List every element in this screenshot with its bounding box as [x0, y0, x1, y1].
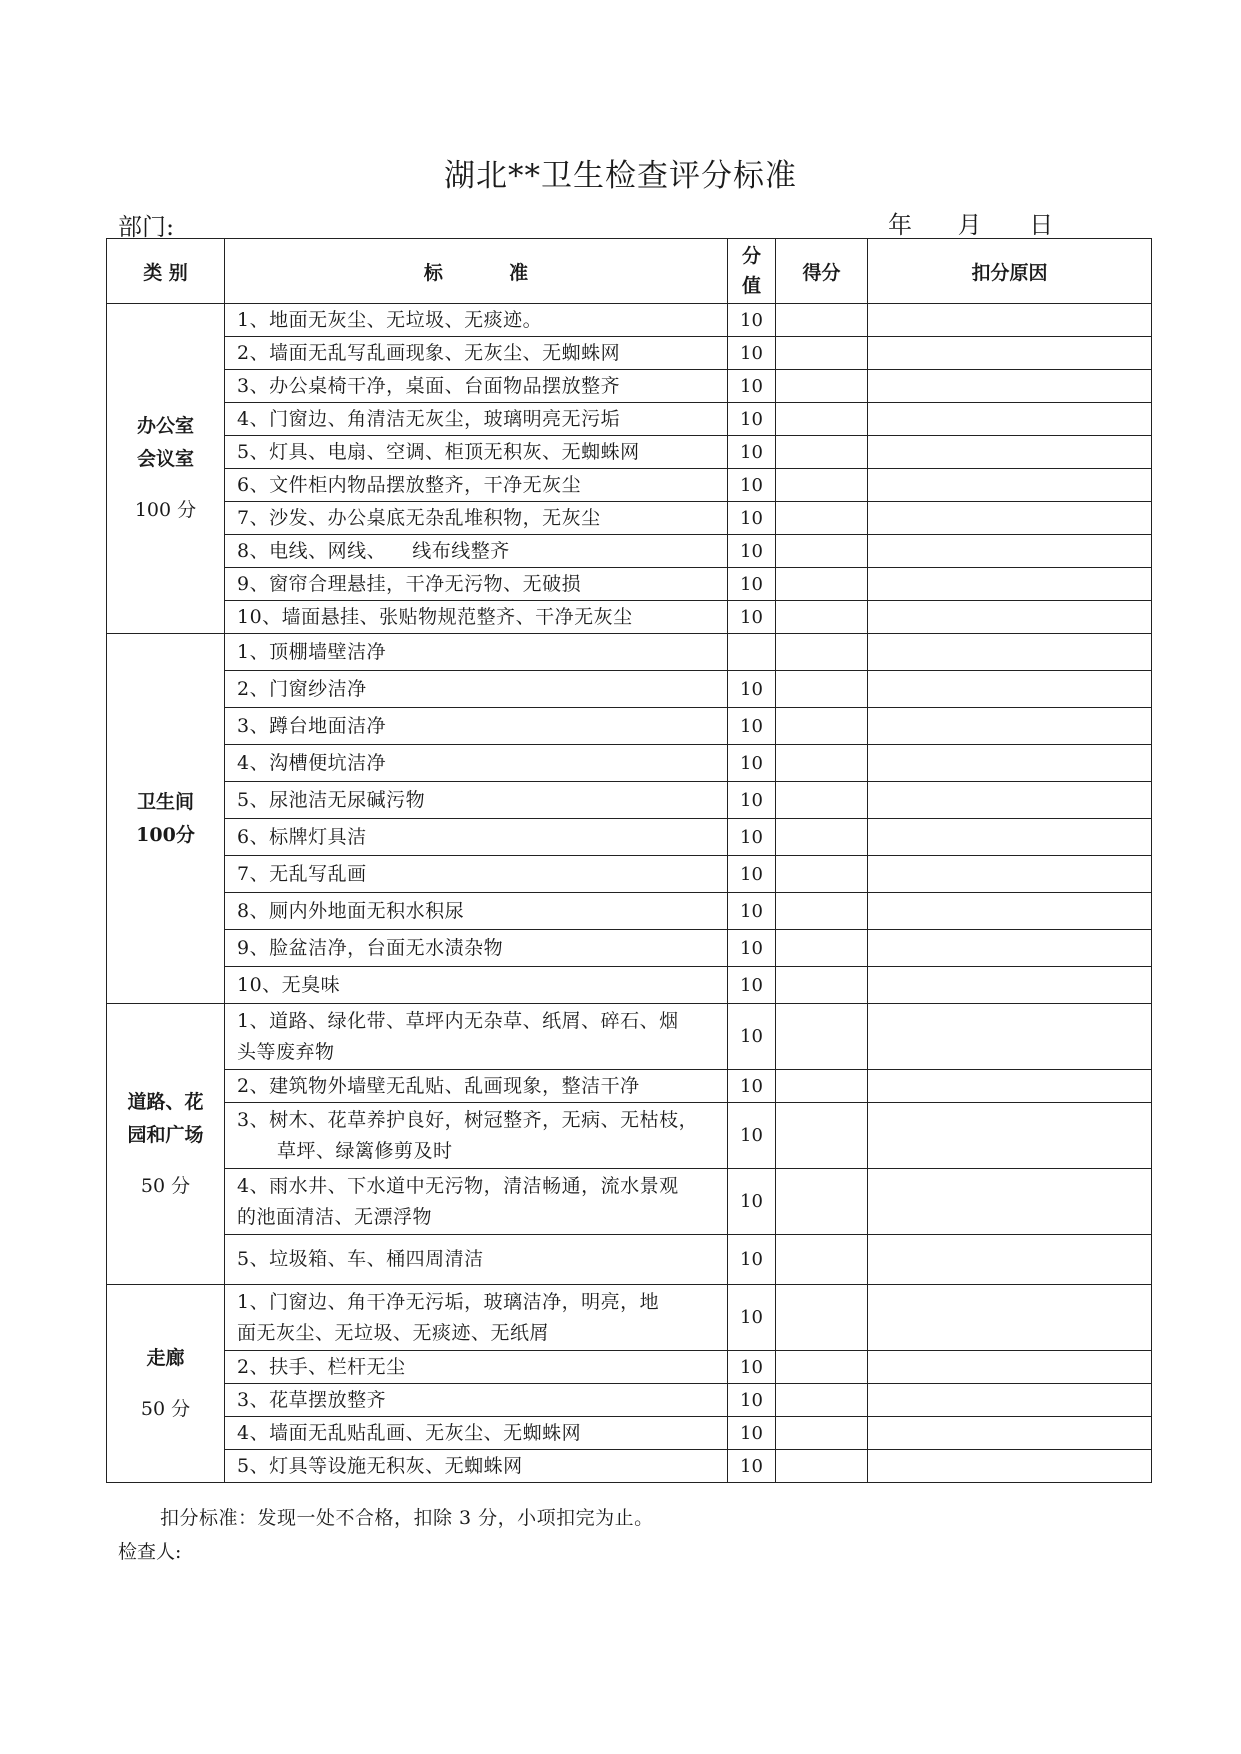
standard-text: 1、地面无灰尘、无垃圾、无痰迹。 [237, 308, 543, 331]
score-input-cell[interactable] [776, 893, 868, 930]
standard-text: 7、沙发、办公桌底无杂乱堆积物，无灰尘 [237, 506, 601, 529]
standard-cell [225, 634, 728, 671]
deduction-reason-cell[interactable] [868, 893, 1152, 930]
score-table [106, 238, 1152, 1483]
deduction-reason-cell[interactable] [868, 1450, 1152, 1483]
score-input-cell[interactable] [776, 634, 868, 671]
deduction-reason-cell[interactable] [868, 370, 1152, 403]
deduction-reason-cell[interactable] [868, 782, 1152, 819]
standard-cell [225, 469, 728, 502]
point-value-cell: 10 [728, 337, 776, 370]
score-input-cell[interactable] [776, 601, 868, 634]
date-day: 日 [1029, 211, 1054, 239]
standard-text: 2、建筑物外墙壁无乱贴、乱画现象，整洁干净 [237, 1074, 640, 1097]
deduction-reason-cell[interactable] [868, 304, 1152, 337]
deduction-reason-cell[interactable] [868, 568, 1152, 601]
table-row [107, 671, 1152, 708]
score-input-cell[interactable] [776, 1351, 868, 1384]
standard-text: 1、道路、绿化带、草坪内无杂草、纸屑、碎石、烟 [237, 1009, 679, 1032]
standard-cell [225, 535, 728, 568]
table-row [107, 1004, 1152, 1070]
standard-text: 7、无乱写乱画 [237, 862, 367, 885]
point-value-cell: 10 [728, 1384, 776, 1417]
header-reason: 扣分原因 [868, 239, 1152, 304]
standard-cell [225, 1004, 728, 1070]
standard-text: 10、无臭味 [237, 973, 341, 996]
score-input-cell[interactable] [776, 304, 868, 337]
table-row [107, 1384, 1152, 1417]
deduction-reason-cell[interactable] [868, 1169, 1152, 1235]
header-standard [225, 239, 728, 304]
score-input-cell[interactable] [776, 1103, 868, 1169]
score-input-cell[interactable] [776, 782, 868, 819]
deduction-reason-cell[interactable] [868, 1070, 1152, 1103]
deduction-reason-cell[interactable] [868, 1004, 1152, 1070]
table-row [107, 893, 1152, 930]
standard-text-continued: 头等废弃物 [237, 1040, 335, 1063]
category-points: 50 分 [140, 1397, 191, 1420]
point-value-cell: 10 [728, 469, 776, 502]
table-row [107, 1103, 1152, 1169]
table-row [107, 745, 1152, 782]
score-input-cell[interactable] [776, 436, 868, 469]
standard-text: 4、雨水井、下水道中无污物，清洁畅通，流水景观 [237, 1174, 679, 1197]
standard-text-continued: 的池面清洁、无漂浮物 [237, 1205, 433, 1228]
point-value-cell: 10 [728, 782, 776, 819]
standard-text-continued: 草坪、绿篱修剪及时 [277, 1139, 453, 1162]
table-row [107, 967, 1152, 1004]
standard-text: 4、墙面无乱贴乱画、无灰尘、无蜘蛛网 [237, 1421, 582, 1444]
header-category: 类 别 [107, 239, 225, 304]
point-value-cell: 10 [728, 745, 776, 782]
score-input-cell[interactable] [776, 1285, 868, 1351]
standard-cell [225, 1169, 728, 1235]
score-input-cell[interactable] [776, 370, 868, 403]
standard-text: 5、灯具等设施无积灰、无蜘蛛网 [237, 1454, 523, 1477]
table-row [107, 1285, 1152, 1351]
table-row [107, 337, 1152, 370]
point-value-cell: 10 [728, 1004, 776, 1070]
score-input-cell[interactable] [776, 403, 868, 436]
point-value-cell: 10 [728, 1169, 776, 1235]
table-row [107, 502, 1152, 535]
date-line [888, 205, 1053, 240]
deduction-reason-cell[interactable] [868, 1384, 1152, 1417]
standard-cell [225, 671, 728, 708]
table-row [107, 819, 1152, 856]
standard-cell [225, 856, 728, 893]
standard-cell [225, 1351, 728, 1384]
table-row [107, 1169, 1152, 1235]
table-row [107, 469, 1152, 502]
date-month: 月 [957, 211, 982, 239]
standard-cell [225, 304, 728, 337]
score-input-cell[interactable] [776, 1384, 868, 1417]
category-cell [107, 1004, 225, 1285]
deduction-reason-cell[interactable] [868, 1417, 1152, 1450]
standard-text: 4、门窗边、角清洁无灰尘，玻璃明亮无污垢 [237, 407, 621, 430]
score-input-cell[interactable] [776, 967, 868, 1004]
deduction-reason-cell[interactable] [868, 601, 1152, 634]
point-value-cell: 10 [728, 671, 776, 708]
standard-text: 6、标牌灯具洁 [237, 825, 367, 848]
point-value-cell [728, 634, 776, 671]
category-name: 办公室 [136, 415, 194, 437]
deduction-reason-cell[interactable] [868, 634, 1152, 671]
table-row [107, 436, 1152, 469]
score-input-cell[interactable] [776, 502, 868, 535]
score-input-cell[interactable] [776, 1417, 868, 1450]
deduction-reason-cell[interactable] [868, 1351, 1152, 1384]
point-value-cell: 10 [728, 370, 776, 403]
table-row [107, 1070, 1152, 1103]
category-cell [107, 1285, 225, 1483]
standard-text: 3、花草摆放整齐 [237, 1388, 387, 1411]
standard-text: 4、沟槽便坑洁净 [237, 751, 387, 774]
point-value-cell: 10 [728, 930, 776, 967]
standard-cell [225, 601, 728, 634]
category-points: 50 分 [140, 1174, 191, 1197]
point-value-cell: 10 [728, 568, 776, 601]
point-value-cell: 10 [728, 601, 776, 634]
deduction-reason-cell[interactable] [868, 403, 1152, 436]
standard-text: 5、垃圾箱、车、桶四周清洁 [237, 1248, 484, 1270]
header-standard-label: 标 准 [423, 261, 529, 284]
point-value-cell: 10 [728, 502, 776, 535]
standard-cell [225, 568, 728, 601]
inspector-label: 检查人: [118, 1541, 182, 1563]
standard-cell [225, 436, 728, 469]
table-row [107, 1235, 1152, 1285]
standard-cell [225, 893, 728, 930]
table-row [107, 1450, 1152, 1483]
standard-text: 3、办公桌椅干净，桌面、台面物品摆放整齐 [237, 374, 621, 397]
category-cell [107, 304, 225, 634]
standard-cell [225, 1235, 728, 1285]
point-value-cell: 10 [728, 403, 776, 436]
table-row [107, 634, 1152, 671]
standard-cell [225, 1070, 728, 1103]
standard-text: 9、窗帘合理悬挂，干净无污物、无破损 [237, 572, 582, 595]
table-row [107, 535, 1152, 568]
standard-cell [225, 337, 728, 370]
score-input-cell[interactable] [776, 469, 868, 502]
standard-cell [225, 1103, 728, 1169]
header-points [728, 239, 776, 304]
table-row [107, 856, 1152, 893]
standard-text: 3、蹲台地面洁净 [237, 714, 387, 737]
table-row [107, 782, 1152, 819]
category-name: 走廊 [146, 1346, 185, 1369]
table-row [107, 370, 1152, 403]
score-input-cell[interactable] [776, 1070, 868, 1103]
score-input-cell[interactable] [776, 671, 868, 708]
category-name: 会议室 [136, 448, 194, 470]
point-value-cell: 10 [728, 967, 776, 1004]
deduction-reason-cell[interactable] [868, 436, 1152, 469]
point-value-cell: 10 [728, 893, 776, 930]
deduction-rule-note: 扣分标准：发现一处不合格，扣除 3 分，小项扣完为止。 [160, 1507, 654, 1529]
standard-cell [225, 1417, 728, 1450]
table-row [107, 1351, 1152, 1384]
point-value-cell: 10 [728, 436, 776, 469]
standard-text: 5、灯具、电扇、空调、柜顶无积灰、无蜘蛛网 [237, 440, 640, 463]
category-points: 100分 [136, 823, 195, 846]
standard-text: 9、脸盆洁净，台面无水渍杂物 [237, 936, 504, 959]
score-input-cell[interactable] [776, 1450, 868, 1483]
deduction-reason-cell[interactable] [868, 535, 1152, 568]
point-value-cell: 10 [728, 819, 776, 856]
standard-cell [225, 819, 728, 856]
deduction-reason-cell[interactable] [868, 671, 1152, 708]
standard-text: 1、门窗边、角干净无污垢，玻璃洁净，明亮，地 [237, 1290, 660, 1313]
header-points-top: 分 [741, 245, 761, 267]
deduction-reason-cell[interactable] [868, 1285, 1152, 1351]
date-year: 年 [888, 211, 912, 239]
category-name: 园和广场 [127, 1123, 204, 1146]
table-row [107, 708, 1152, 745]
deduction-reason-cell[interactable] [868, 1235, 1152, 1285]
score-input-cell[interactable] [776, 337, 868, 370]
deduction-reason-cell[interactable] [868, 502, 1152, 535]
standard-text: 3、树木、花草养护良好，树冠整齐，无病、无枯枝， [237, 1108, 699, 1131]
department-label: 部门: [118, 213, 175, 241]
score-input-cell[interactable] [776, 535, 868, 568]
score-input-cell[interactable] [776, 568, 868, 601]
page-title: 湖北**卫生检查评分标准 [444, 158, 797, 194]
score-input-cell[interactable] [776, 1004, 868, 1070]
score-input-cell[interactable] [776, 1235, 868, 1285]
point-value-cell: 10 [728, 1235, 776, 1285]
standard-text: 6、文件柜内物品摆放整齐，干净无灰尘 [237, 473, 582, 496]
category-name: 卫生间 [136, 790, 194, 813]
standard-cell [225, 1285, 728, 1351]
standard-cell [225, 930, 728, 967]
table-row [107, 601, 1152, 634]
standard-cell [225, 782, 728, 819]
point-value-cell: 10 [728, 1417, 776, 1450]
deduction-reason-cell[interactable] [868, 930, 1152, 967]
standard-cell [225, 708, 728, 745]
category-name: 道路、花 [127, 1090, 204, 1113]
table-header-row [107, 239, 1152, 304]
deduction-reason-cell[interactable] [868, 819, 1152, 856]
point-value-cell: 10 [728, 708, 776, 745]
table-row [107, 1417, 1152, 1450]
deduction-reason-cell[interactable] [868, 708, 1152, 745]
point-value-cell: 10 [728, 535, 776, 568]
score-input-cell[interactable] [776, 745, 868, 782]
deduction-reason-cell[interactable] [868, 1103, 1152, 1169]
standard-text: 1、顶棚墙壁洁净 [237, 640, 387, 663]
standard-cell [225, 403, 728, 436]
standard-text: 8、厕内外地面无积水积尿 [237, 899, 465, 922]
standard-text: 2、墙面无乱写乱画现象、无灰尘、无蜘蛛网 [237, 341, 621, 364]
score-input-cell[interactable] [776, 819, 868, 856]
deduction-reason-cell[interactable] [868, 856, 1152, 893]
table-row [107, 930, 1152, 967]
header-score: 得分 [776, 239, 868, 304]
point-value-cell: 10 [728, 1285, 776, 1351]
standard-text: 8、电线、网线、 线布线整齐 [237, 539, 510, 562]
table-row [107, 403, 1152, 436]
deduction-reason-cell[interactable] [868, 967, 1152, 1004]
standard-cell [225, 1450, 728, 1483]
standard-cell [225, 1384, 728, 1417]
standard-cell [225, 967, 728, 1004]
standard-text: 2、扶手、栏杆无尘 [237, 1355, 406, 1378]
header-points-bottom: 值 [741, 275, 761, 297]
table-row [107, 304, 1152, 337]
point-value-cell: 10 [728, 1070, 776, 1103]
deduction-reason-cell[interactable] [868, 745, 1152, 782]
table-row [107, 568, 1152, 601]
category-cell [107, 634, 225, 1004]
standard-text: 5、尿池洁无尿碱污物 [237, 788, 426, 811]
point-value-cell: 10 [728, 304, 776, 337]
standard-text: 10、墙面悬挂、张贴物规范整齐、干净无灰尘 [237, 605, 633, 628]
point-value-cell: 10 [728, 1351, 776, 1384]
point-value-cell: 10 [728, 1103, 776, 1169]
deduction-reason-cell[interactable] [868, 469, 1152, 502]
standard-cell [225, 745, 728, 782]
score-input-cell[interactable] [776, 708, 868, 745]
deduction-reason-cell[interactable] [868, 337, 1152, 370]
standard-cell [225, 370, 728, 403]
standard-text: 2、门窗纱洁净 [237, 677, 367, 700]
point-value-cell: 10 [728, 856, 776, 893]
standard-text-continued: 面无灰尘、无垃圾、无痰迹、无纸屑 [237, 1321, 550, 1344]
score-input-cell[interactable] [776, 856, 868, 893]
point-value-cell: 10 [728, 1450, 776, 1483]
score-input-cell[interactable] [776, 930, 868, 967]
standard-cell [225, 502, 728, 535]
category-points: 100 分 [134, 499, 197, 521]
score-input-cell[interactable] [776, 1169, 868, 1235]
